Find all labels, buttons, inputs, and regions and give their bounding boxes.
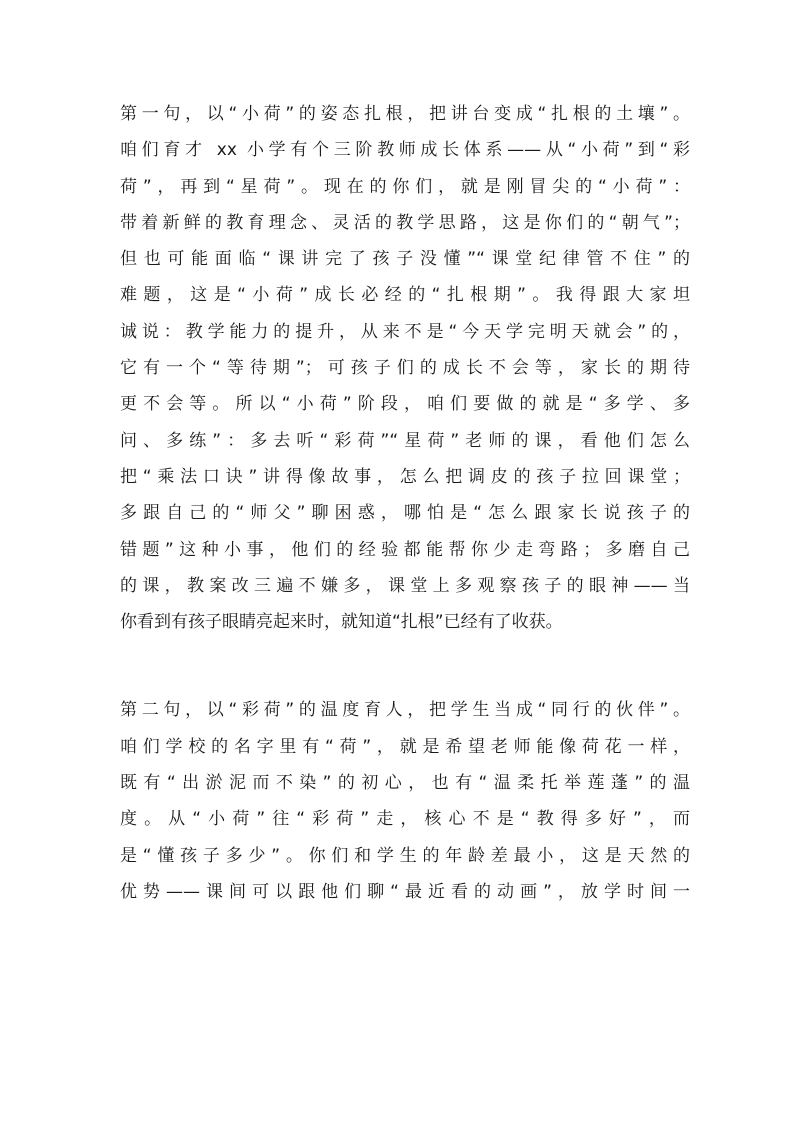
text-line: 它有一个“等待期”；可孩子们的成长不会等，家长的期待 [120,358,690,379]
text-line: 度。从“小荷”往“彩荷”走，核心不是“教得多好”，而 [120,809,690,830]
paragraph-2 [120,692,690,910]
text-line: 诚说：教学能力的提升，从来不是“今天学完明天就会”的， [120,321,690,342]
text-line: 咱们育才 xx 小学有个三阶教师成长体系——从“小荷”到“彩 [120,140,690,161]
text-line: 但也可能面临“课讲完了孩子没懂”“课堂纪律管不住”的 [120,249,690,270]
text-line: 既有“出淤泥而不染”的初心，也有“温柔托举莲蓬”的温 [120,773,690,794]
text-line: 咱们学校的名字里有“荷”，就是希望老师能像荷花一样， [120,736,690,757]
paragraph-spacer [120,640,690,692]
text-line: 更不会等。所以“小荷”阶段，咱们要做的就是“多学、多 [120,394,690,415]
text-line: 多跟自己的“师父”聊困惑，哪怕是“怎么跟家长说孩子的 [120,503,690,524]
text-line: 难题，这是“小荷”成长必经的“扎根期”。我得跟大家坦 [120,285,690,306]
text-line: 你看到有孩子眼睛亮起来时，就知道“扎根”已经有了收获。 [120,612,563,633]
text-line: 荷”，再到“星荷”。现在的你们，就是刚冒尖的“小荷”： [120,176,690,197]
text-line: 错题”这种小事，他们的经验都能帮你少走弯路；多磨自己 [120,539,690,560]
text-line: 是“懂孩子多少”。你们和学生的年龄差最小，这是天然的 [120,845,690,866]
text-line: 带着新鲜的教育理念、灵活的教学思路，这是你们的“朝气”； [120,212,690,233]
text-line: 优势——课间可以跟他们聊“最近看的动画”，放学时间一 [120,881,690,902]
text-line: 第二句，以“彩荷”的温度育人，把学生当成“同行的伙伴”。 [120,700,690,721]
text-line: 第一句，以“小荷”的姿态扎根，把讲台变成“扎根的土壤”。 [120,104,690,124]
text-line: 的课，教案改三遍不嫌多，课堂上多观察孩子的眼神——当 [120,575,690,596]
document-body [120,96,690,910]
paragraph-1 [120,96,690,640]
text-line: 把“乘法口诀”讲得像故事，怎么把调皮的孩子拉回课堂； [120,466,690,487]
text-line: 问、多练”：多去听“彩荷”“星荷”老师的课，看他们怎么 [120,430,690,451]
